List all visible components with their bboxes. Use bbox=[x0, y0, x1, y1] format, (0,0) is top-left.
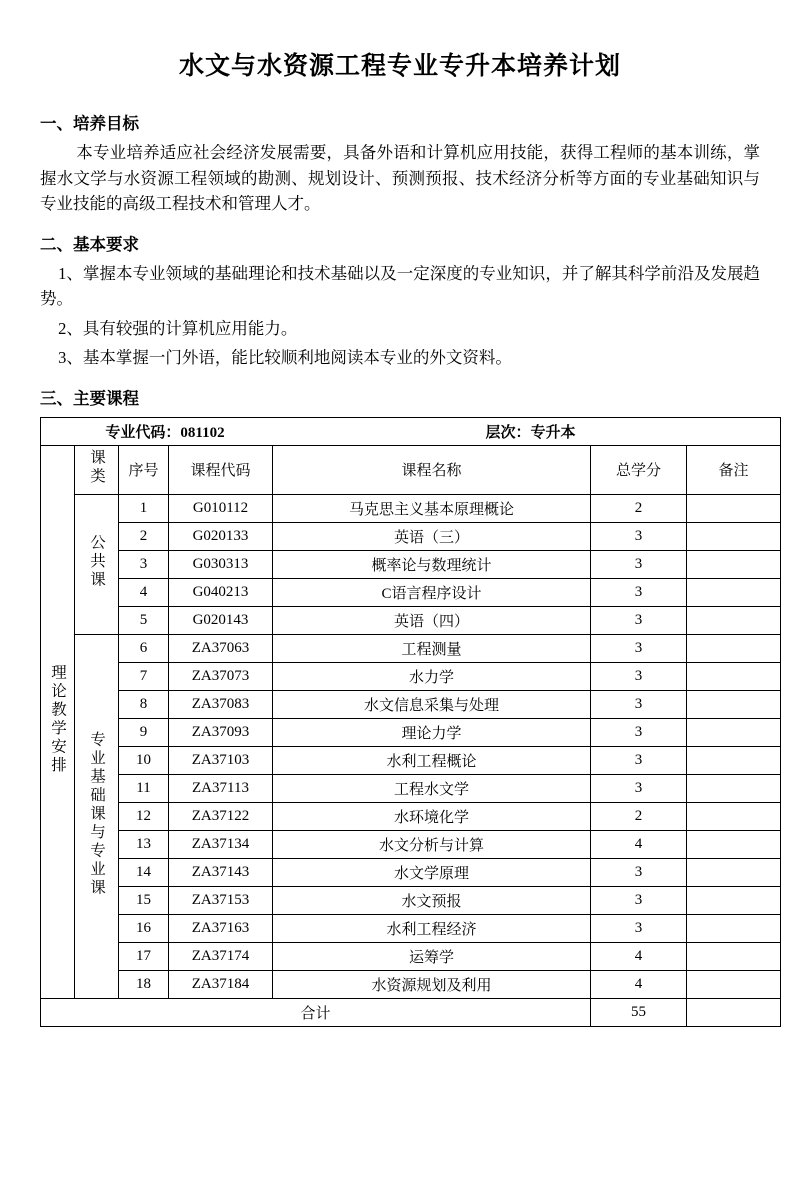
table-header-row bbox=[41, 445, 781, 494]
cell-credit: 3 bbox=[591, 634, 687, 662]
table-meta-row bbox=[41, 417, 781, 445]
table-row bbox=[41, 522, 781, 550]
cell-seq: 1 bbox=[119, 494, 169, 522]
cell-credit: 3 bbox=[591, 662, 687, 690]
cell-credit: 4 bbox=[591, 970, 687, 998]
cell-credit: 3 bbox=[591, 550, 687, 578]
cell-credit: 3 bbox=[591, 774, 687, 802]
cell-seq: 11 bbox=[119, 774, 169, 802]
cell-note bbox=[687, 522, 781, 550]
cell-credit: 2 bbox=[591, 494, 687, 522]
cell-code: ZA37122 bbox=[169, 802, 273, 830]
cell-seq: 3 bbox=[119, 550, 169, 578]
total-label: 合计 bbox=[41, 998, 591, 1026]
cell-note bbox=[687, 662, 781, 690]
table-row bbox=[41, 718, 781, 746]
header-note: 备注 bbox=[687, 445, 781, 494]
cell-credit: 4 bbox=[591, 942, 687, 970]
cell-name: 工程水文学 bbox=[273, 774, 591, 802]
cell-note bbox=[687, 550, 781, 578]
cell-name: 英语（四） bbox=[273, 606, 591, 634]
cell-credit: 3 bbox=[591, 606, 687, 634]
cell-note bbox=[687, 858, 781, 886]
table-row bbox=[41, 830, 781, 858]
cell-credit: 3 bbox=[591, 522, 687, 550]
cell-name: C语言程序设计 bbox=[273, 578, 591, 606]
cell-credit: 3 bbox=[591, 858, 687, 886]
cell-note bbox=[687, 914, 781, 942]
section-heading-courses: 三、主要课程 bbox=[40, 389, 139, 408]
table-row bbox=[41, 550, 781, 578]
cell-credit: 2 bbox=[591, 802, 687, 830]
cell-code: ZA37073 bbox=[169, 662, 273, 690]
cell-code: G030313 bbox=[169, 550, 273, 578]
total-credit: 55 bbox=[591, 998, 687, 1026]
cell-seq: 14 bbox=[119, 858, 169, 886]
table-row bbox=[41, 690, 781, 718]
major-code-label: 专业代码：081102 bbox=[105, 424, 225, 441]
cell-name: 水力学 bbox=[273, 662, 591, 690]
section-heading-requirements: 二、基本要求 bbox=[40, 235, 139, 254]
cell-seq: 13 bbox=[119, 830, 169, 858]
cell-seq: 8 bbox=[119, 690, 169, 718]
table-row bbox=[41, 746, 781, 774]
cell-credit: 3 bbox=[591, 578, 687, 606]
cell-code: ZA37113 bbox=[169, 774, 273, 802]
cell-note bbox=[687, 746, 781, 774]
cell-name: 马克思主义基本原理概论 bbox=[273, 494, 591, 522]
cell-seq: 9 bbox=[119, 718, 169, 746]
cell-credit: 3 bbox=[591, 914, 687, 942]
category-label-cell-major bbox=[75, 634, 119, 998]
header-category: 课类 bbox=[75, 445, 119, 494]
cell-code: ZA37134 bbox=[169, 830, 273, 858]
category-label: 专业基础课与专业课 bbox=[88, 730, 106, 898]
table-total-row bbox=[41, 998, 781, 1026]
cell-code: ZA37153 bbox=[169, 886, 273, 914]
cell-name: 水文分析与计算 bbox=[273, 830, 591, 858]
cell-name: 水环境化学 bbox=[273, 802, 591, 830]
table-row bbox=[41, 886, 781, 914]
cell-seq: 12 bbox=[119, 802, 169, 830]
table-row bbox=[41, 858, 781, 886]
header-credit: 总学分 bbox=[591, 445, 687, 494]
cell-note bbox=[687, 942, 781, 970]
cell-name: 水文学原理 bbox=[273, 858, 591, 886]
courses-table bbox=[40, 417, 781, 1027]
cell-note bbox=[687, 606, 781, 634]
cell-seq: 7 bbox=[119, 662, 169, 690]
cell-name: 水资源规划及利用 bbox=[273, 970, 591, 998]
page-title: 水文与水资源工程专业专升本培养计划 bbox=[178, 52, 621, 80]
cell-code: ZA37103 bbox=[169, 746, 273, 774]
cell-seq: 15 bbox=[119, 886, 169, 914]
requirement-item-1: 1、掌握本专业领域的基础理论和技术基础以及一定深度的专业知识，并了解其科学前沿及发展趋势。 bbox=[40, 263, 760, 309]
cell-seq: 18 bbox=[119, 970, 169, 998]
cell-note bbox=[687, 690, 781, 718]
cell-code: ZA37163 bbox=[169, 914, 273, 942]
cell-name: 水利工程经济 bbox=[273, 914, 591, 942]
cell-seq: 16 bbox=[119, 914, 169, 942]
cell-code: ZA37063 bbox=[169, 634, 273, 662]
cell-credit: 3 bbox=[591, 718, 687, 746]
table-row bbox=[41, 914, 781, 942]
cell-name: 水文预报 bbox=[273, 886, 591, 914]
group-label: 理论教学安排 bbox=[49, 663, 67, 775]
cell-note bbox=[687, 718, 781, 746]
header-seq: 序号 bbox=[119, 445, 169, 494]
cell-code: ZA37093 bbox=[169, 718, 273, 746]
section-heading-objectives: 一、培养目标 bbox=[40, 115, 139, 133]
cell-note bbox=[687, 830, 781, 858]
cell-name: 水利工程概论 bbox=[273, 746, 591, 774]
cell-code: G020133 bbox=[169, 522, 273, 550]
cell-name: 理论力学 bbox=[273, 718, 591, 746]
cell-code: ZA37143 bbox=[169, 858, 273, 886]
cell-name: 水文信息采集与处理 bbox=[273, 690, 591, 718]
cell-seq: 6 bbox=[119, 634, 169, 662]
cell-seq: 4 bbox=[119, 578, 169, 606]
header-name: 课程名称 bbox=[273, 445, 591, 494]
cell-note bbox=[687, 970, 781, 998]
cell-credit: 3 bbox=[591, 746, 687, 774]
cell-name: 工程测量 bbox=[273, 634, 591, 662]
table-row bbox=[41, 802, 781, 830]
cell-code: ZA37083 bbox=[169, 690, 273, 718]
cell-note bbox=[687, 802, 781, 830]
table-row bbox=[41, 970, 781, 998]
table-row bbox=[41, 578, 781, 606]
cell-note bbox=[687, 578, 781, 606]
cell-credit: 3 bbox=[591, 690, 687, 718]
cell-name: 英语（三） bbox=[273, 522, 591, 550]
table-row bbox=[41, 662, 781, 690]
cell-name: 概率论与数理统计 bbox=[273, 550, 591, 578]
cell-code: G020143 bbox=[169, 606, 273, 634]
cell-note bbox=[687, 774, 781, 802]
cell-seq: 5 bbox=[119, 606, 169, 634]
group-label-cell bbox=[41, 445, 75, 998]
cell-seq: 17 bbox=[119, 942, 169, 970]
category-label-cell-public bbox=[75, 494, 119, 634]
cell-credit: 3 bbox=[591, 886, 687, 914]
header-code: 课程代码 bbox=[169, 445, 273, 494]
section-paragraph-objectives: 本专业培养适应社会经济发展需要，具备外语和计算机应用技能，获得工程师的基本训练，掌握水文学与水资源工程领域的勘测、规划设计、预测预报、技术经济分析等方面的专业基础知识与专业技能的高级工程技术和管理人才。 bbox=[40, 143, 760, 214]
cell-credit: 4 bbox=[591, 830, 687, 858]
category-label: 公共课 bbox=[88, 534, 106, 590]
cell-seq: 10 bbox=[119, 746, 169, 774]
cell-note bbox=[687, 634, 781, 662]
cell-code: G040213 bbox=[169, 578, 273, 606]
cell-note bbox=[687, 886, 781, 914]
level-label: 层次：专升本 bbox=[485, 424, 576, 441]
cell-code: G010112 bbox=[169, 494, 273, 522]
table-row bbox=[41, 942, 781, 970]
requirement-item-2: 2、具有较强的计算机应用能力。 bbox=[58, 318, 298, 338]
table-row bbox=[41, 774, 781, 802]
table-row bbox=[41, 494, 781, 522]
cell-code: ZA37174 bbox=[169, 942, 273, 970]
total-note bbox=[687, 998, 781, 1026]
table-row bbox=[41, 606, 781, 634]
cell-seq: 2 bbox=[119, 522, 169, 550]
table-row bbox=[41, 634, 781, 662]
cell-code: ZA37184 bbox=[169, 970, 273, 998]
cell-note bbox=[687, 494, 781, 522]
requirement-item-3: 3、基本掌握一门外语，能比较顺利地阅读本专业的外文资料。 bbox=[58, 348, 512, 368]
cell-name: 运筹学 bbox=[273, 942, 591, 970]
